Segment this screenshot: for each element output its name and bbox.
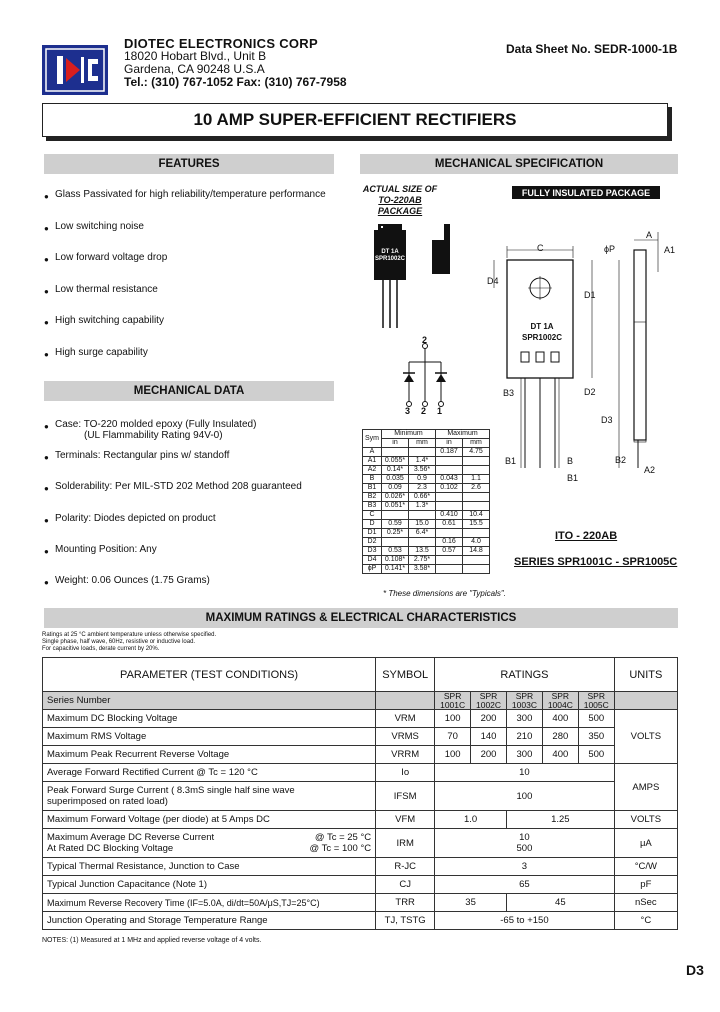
dim-row: B3 0.051* 1.3*: [363, 502, 490, 511]
dim-row: A2 0.14* 3.56*: [363, 466, 490, 475]
table-row: Maximum Forward Voltage (per diode) at 5 Amps DC VFM 1.0 1.25 VOLTS: [43, 811, 678, 829]
bullet-icon: ●: [44, 287, 49, 296]
series-cell: SPR 1003C: [506, 692, 542, 710]
series-cell: SPR 1004C: [542, 692, 578, 710]
header-parameter: PARAMETER (TEST CONDITIONS): [43, 658, 376, 692]
bullet-icon: ●: [44, 255, 49, 264]
datasheet-number: Data Sheet No. SEDR-1000-1B: [506, 42, 678, 56]
dim-row: D 0.59 15.0 0.61 15.5: [363, 520, 490, 529]
dim-label-c: C: [537, 243, 544, 253]
features-heading: FEATURES: [44, 154, 334, 174]
pin-top-label: 2: [422, 335, 428, 345]
table-row: Maximum Average DC Reverse Current @ Tc = 25 °C At Rated DC Blocking Voltage @ Tc = 100 °C IRM 10 500 μA: [43, 829, 678, 858]
mechanical-data-heading: MECHANICAL DATA: [44, 381, 334, 401]
table-row: Typical Thermal Resistance, Junction to Case R-JC 3 °C/W: [43, 858, 678, 876]
series-range: SERIES SPR1001C - SPR1005C: [514, 556, 678, 568]
dim-header-mm: mm: [463, 439, 490, 448]
pin-label: 2: [421, 406, 427, 416]
dimension-table: [362, 429, 490, 574]
actual-size-marking: DT 1A SPR1002C: [374, 249, 406, 262]
dim-row: C 0.410 10.4: [363, 511, 490, 520]
bullet-icon: ●: [44, 484, 49, 493]
dim-row: D3 0.53 13.5 0.57 14.8: [363, 547, 490, 556]
dim-header-min: Minimum: [382, 430, 436, 439]
bullet-icon: ●: [44, 516, 49, 525]
dim-label-a: A: [646, 230, 653, 240]
dim-label-p: ϕP: [604, 244, 616, 254]
header-units: UNITS: [614, 658, 677, 692]
table-row: Peak Forward Surge Current ( 8.3mS single half sine wave superimposed on rated load) IFSM 100: [43, 782, 678, 811]
tel-fax: Tel.: (310) 767-1052 Fax: (310) 767-7958: [124, 75, 347, 89]
bullet-icon: ●: [44, 578, 49, 587]
dim-row: A 0.187 4.75: [363, 448, 490, 457]
mechanical-spec-heading: MECHANICAL SPECIFICATION: [360, 154, 678, 174]
dim-label-b: B: [567, 456, 574, 466]
typicals-note: * These dimensions are "Typicals".: [383, 589, 506, 598]
package-outline-drawing: [488, 232, 688, 477]
dim-row: B1 0.09 2.3 0.102 2.6: [363, 484, 490, 493]
company-name: DIOTEC ELECTRONICS CORP: [124, 36, 318, 51]
bullet-icon: ●: [44, 453, 49, 462]
bullet-icon: ●: [44, 350, 49, 359]
footnotes: NOTES: (1) Measured at 1 MHz and applied reverse voltage of 4 volts.: [42, 937, 262, 944]
diotec-logo: [42, 45, 108, 95]
table-row: Junction Operating and Storage Temperature Range TJ, TSTG -65 to +150 °C: [43, 912, 678, 930]
series-cell: SPR 1005C: [578, 692, 614, 710]
table-row: Average Forward Rectified Current @ Tc = 120 °C Io 10 AMPS: [43, 764, 678, 782]
dim-label-a2: A2: [644, 465, 656, 475]
ratings-notes: Ratings at 25 °C ambient temperature unless otherwise specified. Single phase, half wave, 60Hz, resistive or inductive load. For capacitive loads, derate current by 20%.: [42, 632, 217, 652]
dim-row: D2 0.16 4.0: [363, 538, 490, 547]
page-title: 10 AMP SUPER-EFFICIENT RECTIFIERS: [42, 103, 668, 137]
dim-label-d2: D2: [584, 387, 596, 397]
insulated-package-label: FULLY INSULATED PACKAGE: [512, 186, 660, 199]
header-symbol: SYMBOL: [376, 658, 435, 692]
ratings-heading: MAXIMUM RATINGS & ELECTRICAL CHARACTERISTICS: [44, 608, 678, 628]
dim-label-d3: D3: [601, 415, 613, 425]
diode-schematic: [395, 334, 455, 414]
table-row: Maximum Peak Recurrent Reverse Voltage VRRM 100 200 300 400 500: [43, 746, 678, 764]
table-row: Typical Junction Capacitance (Note 1) CJ 65 pF: [43, 876, 678, 894]
dim-label-b1-right: B1: [567, 473, 579, 483]
dim-row: ϕP 0.141* 3.58*: [363, 565, 490, 574]
bullet-icon: ●: [44, 224, 49, 233]
table-row: Maximum Reverse Recovery Time (IF=5.0A, di/dt=50A/μS,TJ=25°C) TRR 35 45 nSec: [43, 894, 678, 912]
dim-label-d1: D1: [584, 290, 596, 300]
dim-header-in: in: [382, 439, 409, 448]
actual-size-package-drawing: [368, 218, 458, 336]
bullet-icon: ●: [44, 547, 49, 556]
series-cell: SPR 1001C: [435, 692, 471, 710]
dim-header-sym: Sym: [363, 430, 382, 448]
pin-label: 1: [437, 406, 443, 416]
bullet-icon: ●: [44, 318, 49, 327]
table-row: Maximum RMS Voltage VRMS 70 140 210 280 350: [43, 728, 678, 746]
company-block: [124, 37, 347, 89]
package-name: ITO - 220AB: [555, 530, 618, 542]
bullet-icon: ●: [44, 192, 49, 201]
bullet-icon: ●: [44, 422, 49, 431]
series-number-label: Series Number: [43, 692, 376, 710]
dim-label-b2: B2: [615, 455, 627, 465]
dim-row: D1 0.25* 6.4*: [363, 529, 490, 538]
dim-row: B2 0.026* 0.66*: [363, 493, 490, 502]
dim-label-b1: B1: [505, 456, 517, 466]
address-line-1: 18020 Hobart Blvd., Unit B: [124, 49, 267, 63]
dim-row: D4 0.108* 2.75*: [363, 556, 490, 565]
dim-row: A1 0.055* 1.4*: [363, 457, 490, 466]
package-marking: DT 1A SPR1002C: [521, 322, 563, 342]
page-number: D3: [686, 962, 704, 978]
dim-header-max: Maximum: [436, 430, 490, 439]
dim-label-b3: B3: [503, 388, 515, 398]
series-cell: SPR 1002C: [471, 692, 507, 710]
table-row: Maximum DC Blocking Voltage VRM 100 200 300 400 500 VOLTS: [43, 710, 678, 728]
dim-header-mm: mm: [409, 439, 436, 448]
header-ratings: RATINGS: [435, 658, 615, 692]
unit-amps: AMPS: [614, 764, 677, 811]
dim-label-d4: D4: [487, 276, 499, 286]
dim-header-in: in: [436, 439, 463, 448]
dim-row: B 0.035 0.9 0.043 1.1: [363, 475, 490, 484]
dim-label-a1: A1: [664, 245, 676, 255]
actual-size-label: ACTUAL SIZE OF TO-220AB PACKAGE: [362, 184, 438, 216]
ratings-table: [42, 657, 678, 930]
unit-volts: VOLTS: [614, 710, 677, 764]
address-line-2: Gardena, CA 90248 U.S.A: [124, 62, 265, 76]
pin-label: 3: [405, 406, 411, 416]
